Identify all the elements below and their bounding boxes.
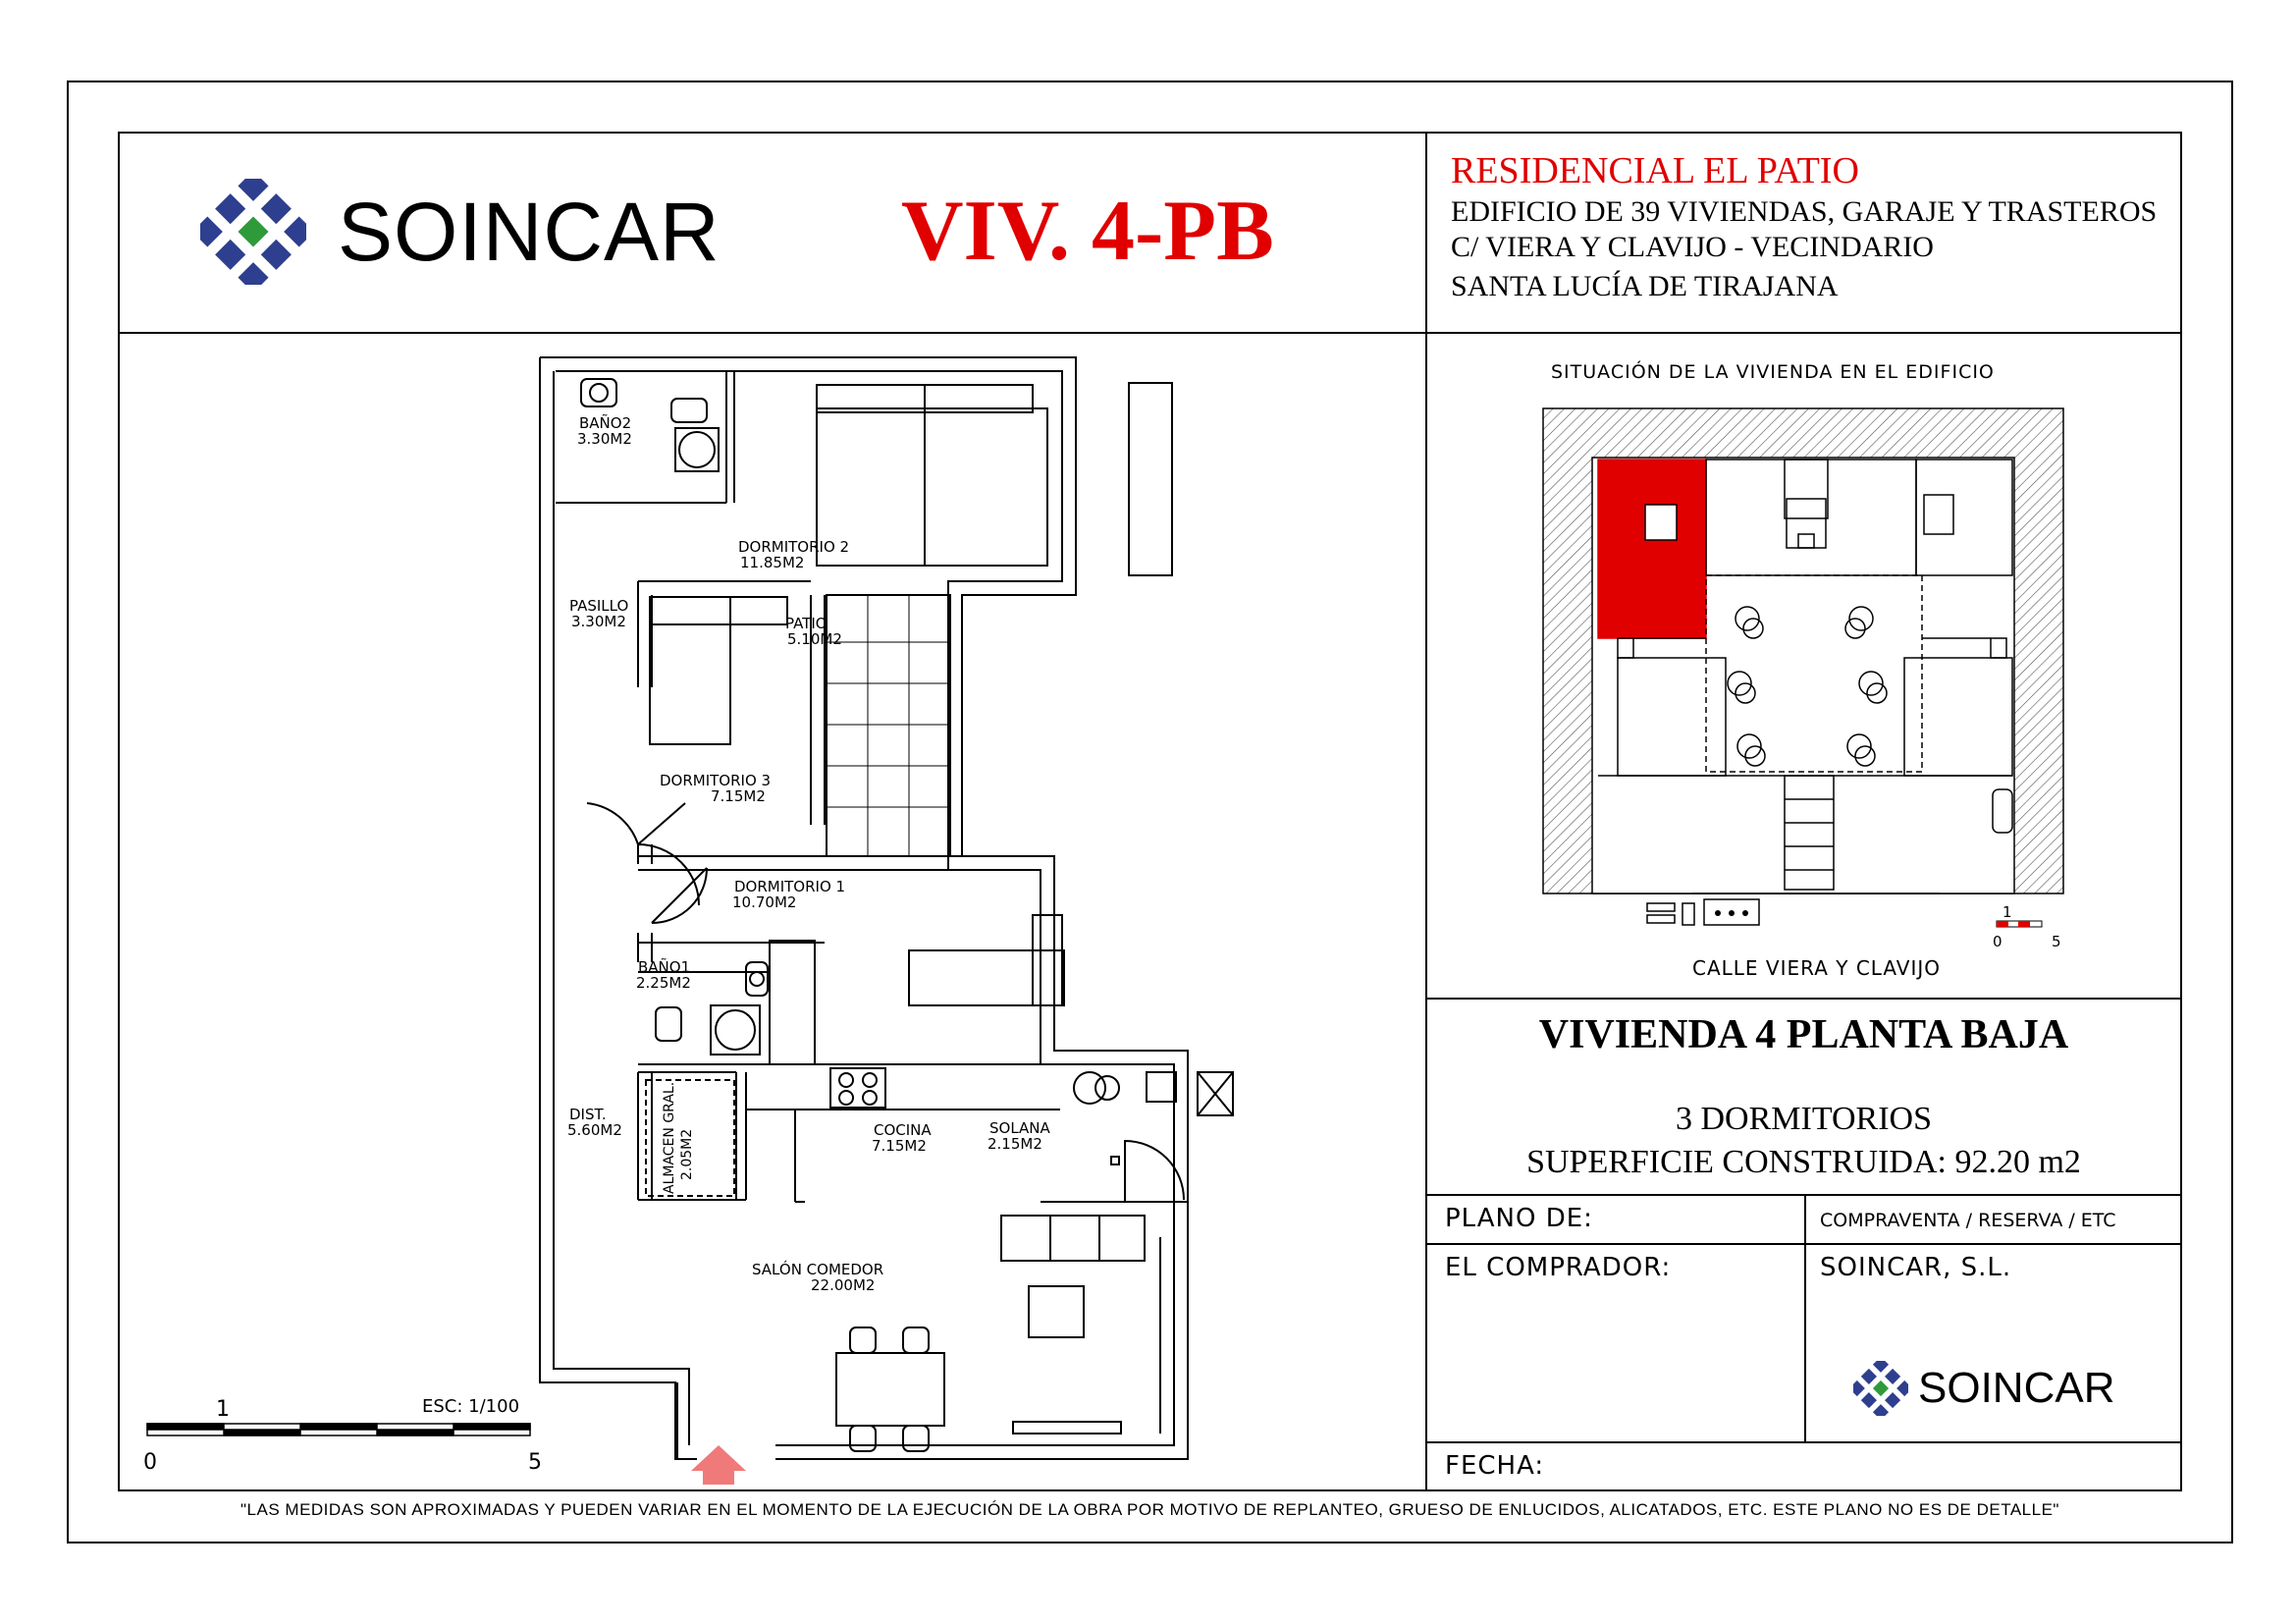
scale-tick-1: 1: [216, 1397, 230, 1422]
unit-location-highlight: [1598, 460, 1706, 638]
room-label-patio: PATIO: [785, 615, 828, 632]
room-area-bath1: 2.25M2: [636, 974, 691, 992]
info-column-divider: [1804, 1194, 1806, 1441]
room-area-patio: 5.10M2: [787, 630, 842, 648]
site-scale-bar: [1997, 921, 2042, 927]
room-label-solana: SOLANA: [989, 1119, 1050, 1137]
brand-logo: [200, 179, 306, 285]
room-area-living: 22.00M2: [811, 1276, 876, 1294]
date-label: FECHA:: [1445, 1451, 1545, 1481]
patio: [827, 595, 950, 856]
sofa: [1001, 1216, 1145, 1261]
room-area-bath2: 3.30M2: [577, 430, 632, 448]
info-divider-top: [1425, 998, 2182, 1000]
project-line-3: SANTA LUCÍA DE TIRAJANA: [1451, 270, 1839, 302]
site-plan: [1531, 397, 2081, 947]
room-label-living: SALÓN COMEDOR: [752, 1261, 884, 1278]
unit-code: VIV. 4-PB: [901, 184, 1274, 279]
floor-plan: [118, 334, 1423, 1490]
room-area-dist: 5.60M2: [567, 1121, 622, 1139]
room-area-solana: 2.15M2: [988, 1135, 1042, 1153]
column-divider: [1425, 132, 1427, 1491]
scale-bar: [147, 1424, 530, 1435]
room-label-storage: ALMACEN GRAL.: [662, 1081, 677, 1194]
buyer-label: EL COMPRADOR:: [1445, 1253, 1672, 1282]
scale-tick-5: 5: [528, 1450, 542, 1475]
wall-kitchen: [746, 1064, 1188, 1202]
room-area-bedroom3: 7.15M2: [711, 787, 766, 805]
scale-tick-0: 0: [143, 1450, 157, 1475]
project-title: RESIDENCIAL EL PATIO: [1451, 150, 1859, 191]
room-area-kitchen: 7.15M2: [872, 1137, 927, 1155]
exterior-wall-left: [540, 357, 697, 1459]
project-line-1: EDIFICIO DE 39 VIVIENDAS, GARAJE Y TRASTEROS: [1451, 195, 2158, 228]
project-line-2: C/ VIERA Y CLAVIJO - VECINDARIO: [1451, 231, 1934, 263]
coffee-table: [1029, 1286, 1084, 1337]
buyer-value: SOINCAR, S.L.: [1820, 1253, 2012, 1282]
street-label: CALLE VIERA Y CLAVIJO: [1692, 956, 1942, 980]
room-area-bedroom1: 10.70M2: [732, 893, 797, 911]
disclaimer: "LAS MEDIDAS SON APROXIMADAS Y PUEDEN VARIAR EN EL MOMENTO DE LA EJECUCIÓN DE LA OBRA POR MOTIVO DE REPLANTEO, GRUESO DE ENLUCIDOS, ALICATADOS, ETC. ESTE PLANO NO ES DE DETALLE": [240, 1500, 2059, 1519]
room-label-dist: DIST.: [569, 1106, 607, 1123]
room-label-bath2: BAÑO2: [579, 414, 632, 432]
room-area-bedroom2: 11.85M2: [740, 554, 805, 571]
room-label-bath1: BAÑO1: [638, 958, 691, 976]
room-area-storage: 2.05M2: [679, 1128, 695, 1180]
site-scale-tick-0: 0: [1993, 933, 2002, 947]
brand-name: SOINCAR: [338, 186, 721, 278]
room-label-kitchen: COCINA: [874, 1121, 932, 1139]
site-scale-tick-1: 1: [2002, 903, 2012, 921]
site-scale-tick-5: 5: [2052, 933, 2061, 947]
dining-table: [836, 1353, 944, 1426]
info-divider-date: [1425, 1441, 2182, 1443]
location-title: SITUACIÓN DE LA VIVIENDA EN EL EDIFICIO: [1551, 361, 1995, 383]
logo-mark-icon-small: [1853, 1361, 1908, 1416]
scale-label: ESC: 1/100: [422, 1396, 520, 1417]
room-label-bedroom1: DORMITORIO 1: [734, 878, 846, 895]
room-label-bedroom3: DORMITORIO 3: [660, 772, 772, 789]
plano-value: COMPRAVENTA / RESERVA / ETC: [1820, 1210, 2116, 1231]
built-surface: SUPERFICIE CONSTRUIDA: 92.20 m2: [1526, 1144, 2081, 1180]
entrance-arrow-icon: [691, 1445, 746, 1485]
room-label-hall: PASILLO: [569, 597, 629, 615]
room-area-hall: 3.30M2: [571, 613, 626, 630]
unit-heading: VIVIENDA 4 PLANTA BAJA: [1538, 1012, 2069, 1057]
bedroom-count: 3 DORMITORIOS: [1675, 1101, 1932, 1137]
footer-brand-name: SOINCAR: [1918, 1364, 2115, 1412]
logo-mark-icon: [200, 179, 306, 285]
footer-logo: [1853, 1361, 1908, 1416]
room-label-bedroom2: DORMITORIO 2: [738, 538, 850, 556]
plano-label: PLANO DE:: [1445, 1204, 1593, 1233]
